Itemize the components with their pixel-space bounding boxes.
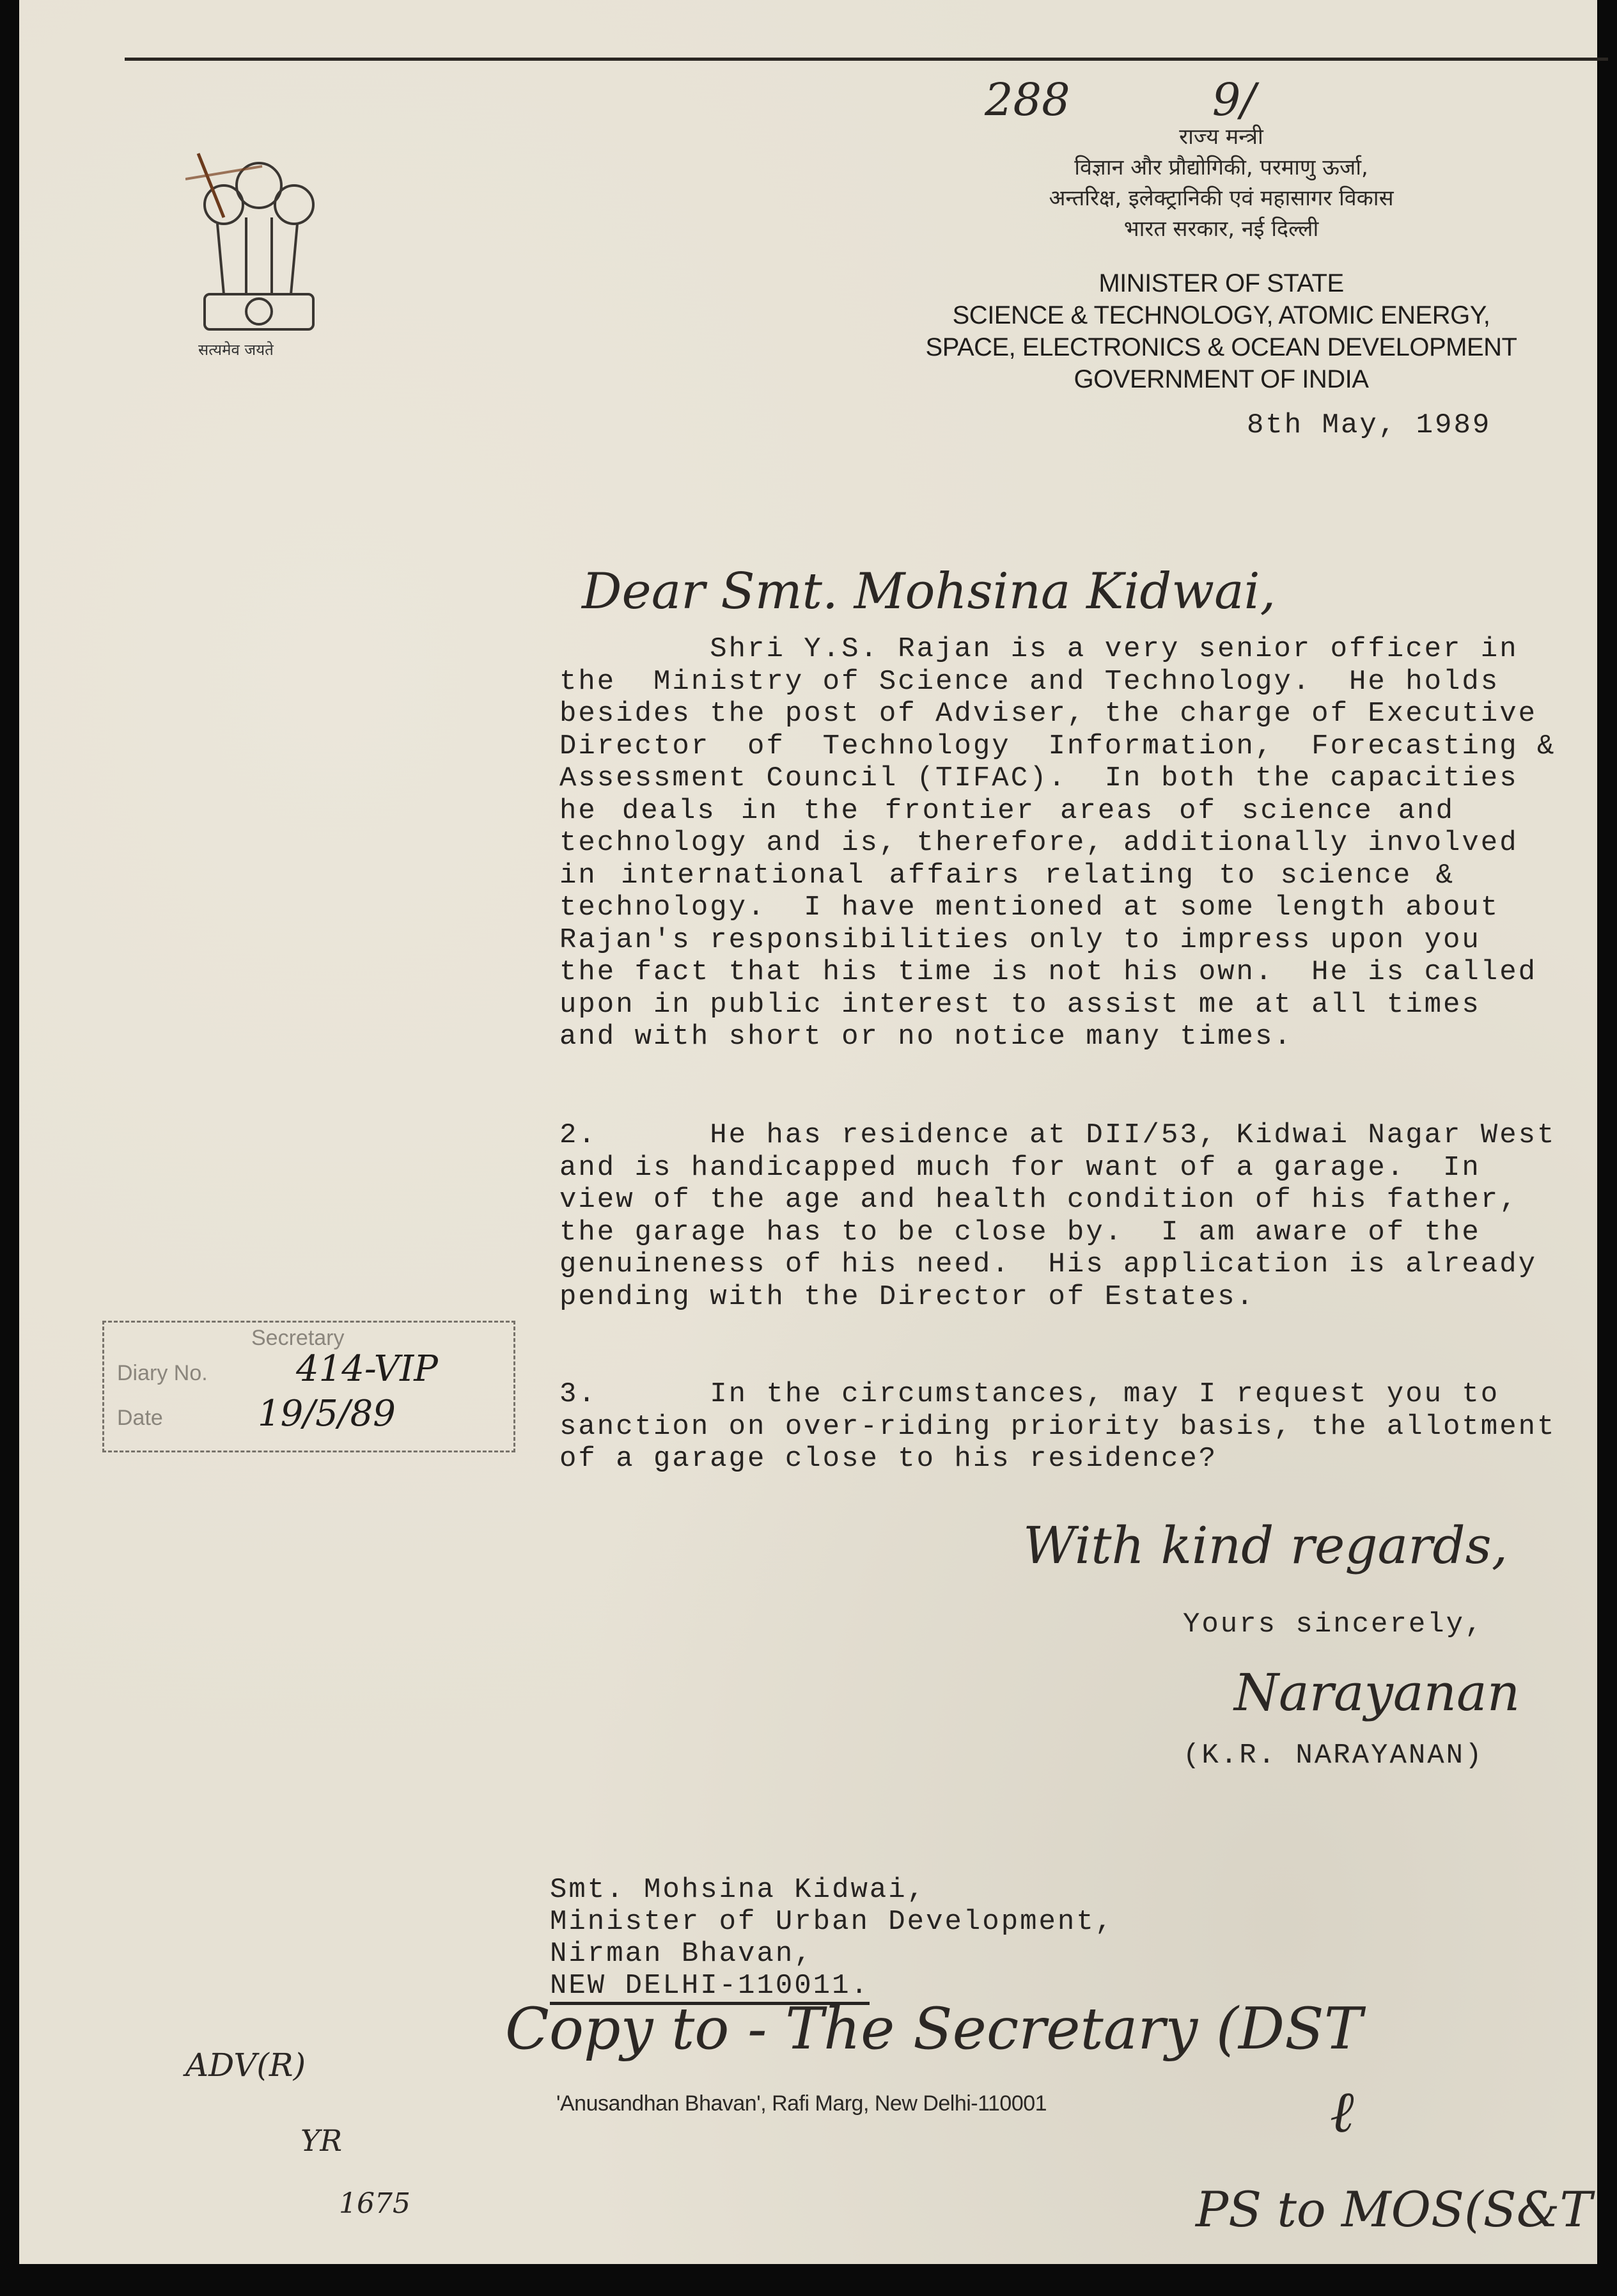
copy-to-note: Copy to - The Secretary (DST (505, 1995, 1363, 2063)
paragraph-line: the Ministry of Science and Technology. He holds (559, 665, 1500, 698)
stamp-date-label: Date (117, 1406, 163, 1430)
english-line: SPACE, ELECTRONICS & OCEAN DEVELOPMENT (925, 333, 1517, 361)
letterhead-english (902, 267, 1541, 395)
national-emblem-icon (185, 147, 332, 371)
margin-note: 1675 (339, 2187, 410, 2220)
emblem-motto: सत्यमेव जयते (198, 341, 274, 359)
addressee-line: Minister of Urban Development, (550, 1906, 1114, 1938)
paragraph-line: and is handicapped much for want of a garage. In (559, 1151, 1481, 1184)
paragraph-line: Shri Y.S. Rajan is a very senior officer in (559, 633, 1519, 665)
hindi-line: राज्य मन्त्री (1179, 124, 1263, 150)
addressee-line: Nirman Bhavan, (550, 1938, 813, 1970)
salutation: Dear Smt. Mohsina Kidwai, (582, 563, 1276, 620)
initials-mark: ℓ (1330, 2079, 1354, 2146)
stamp-diary-value: 414-VIP (296, 1348, 438, 1390)
english-line: SCIENCE & TECHNOLOGY, ATOMIC ENERGY, (952, 301, 1490, 329)
paragraph-line: view of the age and health condition of his father, (559, 1184, 1519, 1216)
paragraph-2 (559, 1119, 1556, 1313)
signature: Narayanan (1234, 1663, 1520, 1722)
addressee-block (550, 1874, 1114, 2005)
english-line: MINISTER OF STATE (1098, 269, 1344, 297)
paragraph-line: Assessment Council (TIFAC). In both the capacities (559, 762, 1519, 794)
paragraph-line: sanction on over-riding priority basis, the allotment (559, 1410, 1556, 1443)
ps-to-note: PS to MOS(S&T (1196, 2181, 1593, 2238)
paragraph-line: technology. I have mentioned at some length about (559, 892, 1500, 924)
footer-address: 'Anusandhan Bhavan', Rafi Marg, New Delhi-110001 (556, 2091, 1047, 2116)
paragraph-line: Director of Technology Information, Forecasting & (559, 730, 1556, 762)
paragraph-line: he deals in the frontier areas of science and (559, 794, 1455, 827)
diary-stamp (102, 1321, 515, 1452)
paragraph-line: pending with the Director of Estates. (559, 1280, 1255, 1313)
reference-number: 288 9/ (985, 74, 1256, 126)
paragraph-line: genuineness of his need. His application is already (559, 1248, 1538, 1280)
english-line: GOVERNMENT OF INDIA (1074, 365, 1369, 393)
paragraph-line: 3. In the circumstances, may I request you to (559, 1378, 1500, 1410)
paragraph-line: 2. He has residence at DII/53, Kidwai Nagar West (559, 1119, 1556, 1151)
hindi-line: अन्तरिक्ष, इलेक्ट्रानिकी एवं महासागर विकास (1049, 185, 1394, 211)
paragraph-line: of a garage close to his residence? (559, 1443, 1218, 1475)
addressee-line: Smt. Mohsina Kidwai, (550, 1874, 926, 1906)
paragraph-1 (559, 633, 1556, 1053)
paragraph-line: the fact that his time is not his own. He is called (559, 956, 1538, 988)
margin-note: ADV(R) (185, 2047, 306, 2084)
letter-date: 8th May, 1989 (1247, 409, 1492, 441)
paragraph-3 (559, 1378, 1556, 1475)
signatory-name: (K.R. NARAYANAN) (1183, 1740, 1484, 1772)
paragraph-line: the garage has to be close by. I am aware of the (559, 1216, 1481, 1248)
hindi-line: भारत सरकार, नई दिल्ली (1123, 216, 1319, 242)
paragraph-line: in international affairs relating to science & (559, 859, 1455, 892)
paragraph-line: upon in public interest to assist me at all times (559, 988, 1481, 1021)
paragraph-line: besides the post of Adviser, the charge of Executive (559, 698, 1538, 730)
header-rule (125, 58, 1608, 61)
margin-note: YR (301, 2123, 343, 2158)
stamp-date-value: 19/5/89 (258, 1393, 396, 1435)
paragraph-line: technology and is, therefore, additionally involved (559, 827, 1519, 859)
closing: Yours sincerely, (1183, 1608, 1484, 1640)
hindi-line: विज्ञान और प्रौद्योगिकी, परमाणु ऊर्जा, (1074, 155, 1368, 180)
stamp-diary-label: Diary No. (117, 1361, 208, 1385)
addressee-city: NEW DELHI-110011. (550, 1970, 870, 2005)
stamp-header: Secretary (251, 1326, 345, 1350)
paragraph-line: and with short or no notice many times. (559, 1021, 1293, 1053)
letter-page (19, 0, 1597, 2264)
paragraph-line: Rajan's responsibilities only to impress upon you (559, 924, 1481, 956)
closing-handwritten: With kind regards, (1023, 1516, 1508, 1575)
letterhead-hindi (965, 122, 1477, 244)
